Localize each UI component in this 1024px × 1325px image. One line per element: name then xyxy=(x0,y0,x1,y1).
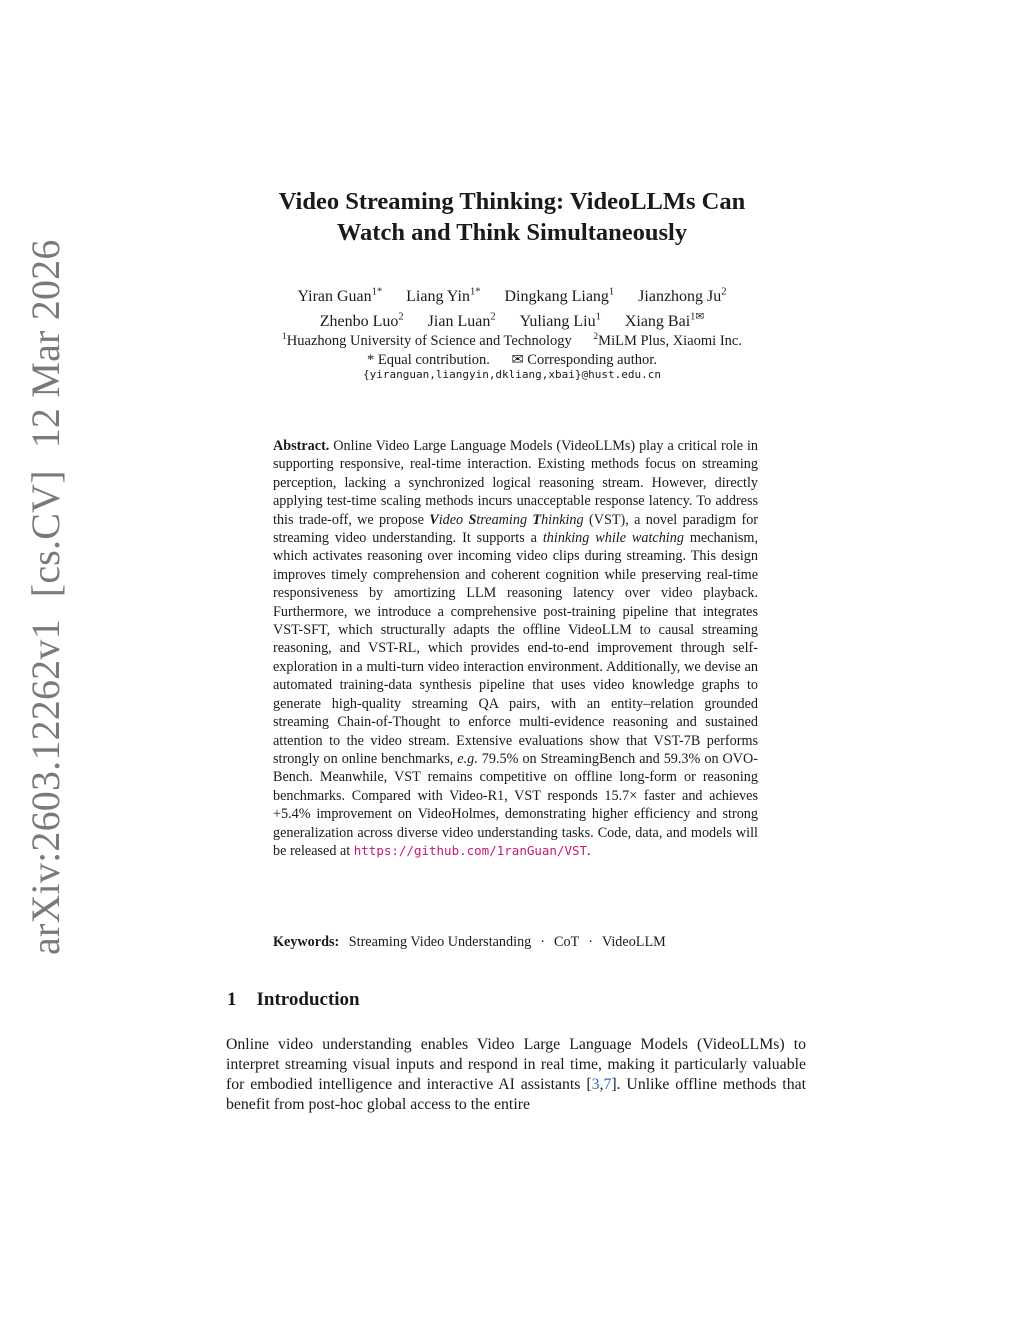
author: Jianzhong Ju$^2$ xyxy=(638,287,727,306)
arxiv-category: [cs.CV] xyxy=(23,470,68,598)
abstract-text: mechanism, which activates reasoning over incoming video clips during streaming. This design improves timely comprehension and coherent cognition while preserving real-time responsiveness by amortizing LLM reasoning latency over video playback. Furthermore, we introduce a comprehensive post-training pipeline that integrates VST-SFT, which structurally adapts the offline VideoLLM to causal streaming reasoning, and VST-RL, which provides end-to-end improvement through self-exploration in a multi-turn video interaction environment. Additionally, we devise an automated training-data synthesis pipeline that uses video knowledge graphs to generate high-quality streaming QA pairs, with an entity–relation grounded streaming Chain-of-Thought to enforce multi-evidence reasoning and sustained attention to the video stream. Extensive evaluations show that VST-7B performs strongly on online benchmarks, xyxy=(273,530,758,767)
introduction-paragraph xyxy=(226,1035,806,1115)
keyword: CoT xyxy=(554,934,580,950)
author-list xyxy=(212,283,812,332)
affiliation: $^2$MiLM Plus, Xiaomi Inc. xyxy=(593,332,742,349)
contact-email[interactable]: {yiranguan,liangyin,dkliang,xbai}@hust.edu.cn xyxy=(362,368,661,381)
affiliation: $^1$Huazhong University of Science and Technology xyxy=(282,332,572,349)
author: Jian Luan$^2$ xyxy=(427,311,496,330)
abstract-text: 79.5% on StreamingBench and 59.3% on OVO-Bench. Meanwhile, VST remains competitive on offline long-form or reasoning benchmarks. Compared with Video-R1, VST responds 15.7× faster and achieves +5.4% improvement on VideoHolmes, demonstrating higher efficiency and strong generalization across diverse video understanding tasks. Code, data, and models will be released at xyxy=(273,750,759,859)
abstract-text: (VST), a novel paradigm for streaming video understanding. It supports a xyxy=(273,511,759,547)
author: Yiran Guan$^{1*}$ xyxy=(297,287,383,306)
code-repository-link[interactable]: https://github.com/1ranGuan/VST xyxy=(353,842,588,858)
title-line-2: Watch and Think Simultaneously xyxy=(336,219,688,246)
affiliations xyxy=(212,328,812,370)
section-title: Introduction xyxy=(256,989,360,1010)
title-line-1: Video Streaming Thinking: VideoLLMs Can xyxy=(278,188,746,215)
arxiv-date: 12 Mar 2026 xyxy=(23,239,68,449)
abstract-text: Online Video Large Language Models (VideoLLMs) play a critical role in supporting responsive, real-time interaction. Existing methods focus on streaming perception, lacking a synchronized logical reasoning stream. However, directly applying test-time scaling methods incurs unacceptable response latency. To address this trade-off, we propose xyxy=(273,438,759,528)
keywords-label: Keywords: xyxy=(273,934,340,950)
author: Liang Yin$^{1*}$ xyxy=(406,287,481,306)
citation: [3,7] xyxy=(586,1076,617,1093)
keyword-separator: · xyxy=(540,934,545,950)
section-number: 1 xyxy=(227,989,237,1010)
abstract-emphasis: e.g. xyxy=(457,750,478,767)
section-heading xyxy=(227,988,827,1012)
keyword: Streaming Video Understanding xyxy=(348,934,532,950)
author: Dingkang Liang$^1$ xyxy=(504,287,615,306)
vst-name: Video Streaming Thinking xyxy=(429,511,584,528)
citation-link[interactable]: 7 xyxy=(603,1076,612,1093)
keyword: VideoLLM xyxy=(601,934,666,950)
citation-link[interactable]: 3 xyxy=(591,1076,600,1093)
intro-text: Online video understanding enables Video Large Language Models (VideoLLMs) to interpret streaming visual inputs and respond in real time, making it particularly valuable for embodied intelligence and interactive AI assistants xyxy=(226,1036,806,1093)
author: Zhenbo Luo$^2$ xyxy=(319,311,404,330)
author: Xiang Bai$^{1✉}$ xyxy=(624,311,705,330)
equal-contribution-note: * Equal contribution. xyxy=(367,351,490,368)
abstract xyxy=(273,437,758,860)
keywords xyxy=(273,933,758,951)
abstract-label: Abstract. xyxy=(273,438,330,454)
abstract-emphasis: thinking while watching xyxy=(542,530,684,547)
intro-text: . Unlike offline methods that benefit from post-hoc global access to the entire xyxy=(226,1076,806,1113)
corresponding-author-note: ✉ Corresponding author. xyxy=(511,351,657,368)
author: Yuliang Liu$^1$ xyxy=(519,311,601,330)
author-row-1 xyxy=(212,283,812,307)
abstract-end: . xyxy=(587,842,591,859)
keyword-separator: · xyxy=(588,934,593,950)
affiliation-row xyxy=(212,328,812,351)
arxiv-id[interactable]: arXiv:2603.12262v1 xyxy=(23,619,68,955)
arxiv-identifier-stamp xyxy=(20,239,72,955)
paper-title xyxy=(212,186,812,248)
